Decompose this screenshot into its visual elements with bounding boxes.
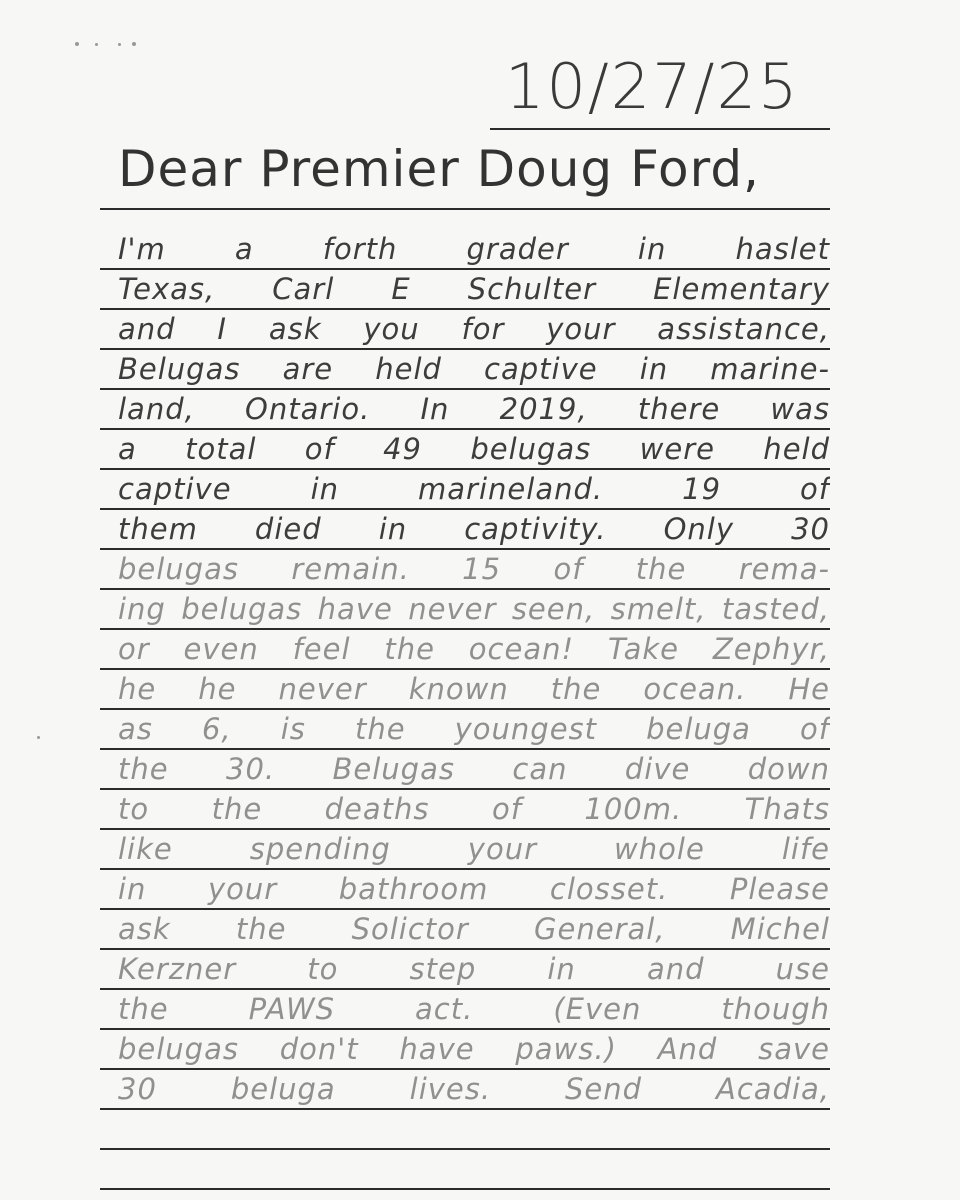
ruled-line	[100, 1028, 830, 1030]
ruled-line	[100, 788, 830, 790]
letter-line: belugas remain. 15 of the rema-	[118, 552, 830, 586]
letter-line: them died in captivity. Only 30	[118, 512, 830, 546]
ruled-line	[100, 908, 830, 910]
letter-line: Belugas are held captive in marine-	[118, 352, 830, 386]
letter-line: captive in marineland. 19 of	[118, 472, 830, 506]
letter-line: the PAWS act. (Even though	[118, 992, 830, 1026]
ruled-line	[100, 348, 830, 350]
ruled-line	[100, 628, 830, 630]
letter-line: a total of 49 belugas were held	[118, 432, 830, 466]
ruled-line	[100, 948, 830, 950]
ruled-line	[100, 208, 830, 210]
letter-line: and I ask you for your assistance,	[118, 312, 830, 346]
date-rule	[490, 128, 830, 130]
letter-line: I'm a forth grader in haslet	[118, 232, 830, 266]
ruled-line	[100, 868, 830, 870]
letter-line: like spending your whole life	[118, 832, 830, 866]
paper-speck	[37, 736, 40, 739]
letter-line: in your bathroom closset. Please	[118, 872, 830, 906]
ruled-line	[100, 828, 830, 830]
ruled-line	[100, 308, 830, 310]
letter-line: he he never known the ocean. He	[118, 672, 830, 706]
letter-line: 30 beluga lives. Send Acadia,	[118, 1072, 830, 1106]
paper-speck	[95, 43, 98, 46]
ruled-line	[100, 668, 830, 670]
letter-line: Texas, Carl E Schulter Elementary	[118, 272, 830, 306]
ruled-line	[100, 1068, 830, 1070]
paper-speck	[75, 42, 79, 46]
letter-line: belugas don't have paws.) And save	[118, 1032, 830, 1066]
letter-line: ing belugas have never seen, smelt, tasted,	[118, 592, 830, 626]
letter-line: to the deaths of 100m. Thats	[118, 792, 830, 826]
ruled-line	[100, 588, 830, 590]
letter-date: 10/27/25	[505, 50, 800, 123]
ruled-line	[100, 468, 830, 470]
ruled-line	[100, 428, 830, 430]
ruled-line	[100, 548, 830, 550]
ruled-line	[100, 708, 830, 710]
letter-line: land, Ontario. In 2019, there was	[118, 392, 830, 426]
paper-speck	[118, 43, 121, 46]
letter-line: as 6, is the youngest beluga of	[118, 712, 830, 746]
ruled-line	[100, 268, 830, 270]
letter-line: ask the Solictor General, Michel	[118, 912, 830, 946]
ruled-line	[100, 748, 830, 750]
ruled-line	[100, 1148, 830, 1150]
letter-greeting: Dear Premier Doug Ford,	[118, 140, 760, 198]
ruled-line	[100, 1188, 830, 1190]
ruled-line	[100, 1108, 830, 1110]
letter-line: the 30. Belugas can dive down	[118, 752, 830, 786]
letter-line: or even feel the ocean! Take Zephyr,	[118, 632, 830, 666]
letter-line: Kerzner to step in and use	[118, 952, 830, 986]
ruled-line	[100, 388, 830, 390]
ruled-line	[100, 988, 830, 990]
paper-speck	[132, 42, 136, 46]
ruled-line	[100, 508, 830, 510]
